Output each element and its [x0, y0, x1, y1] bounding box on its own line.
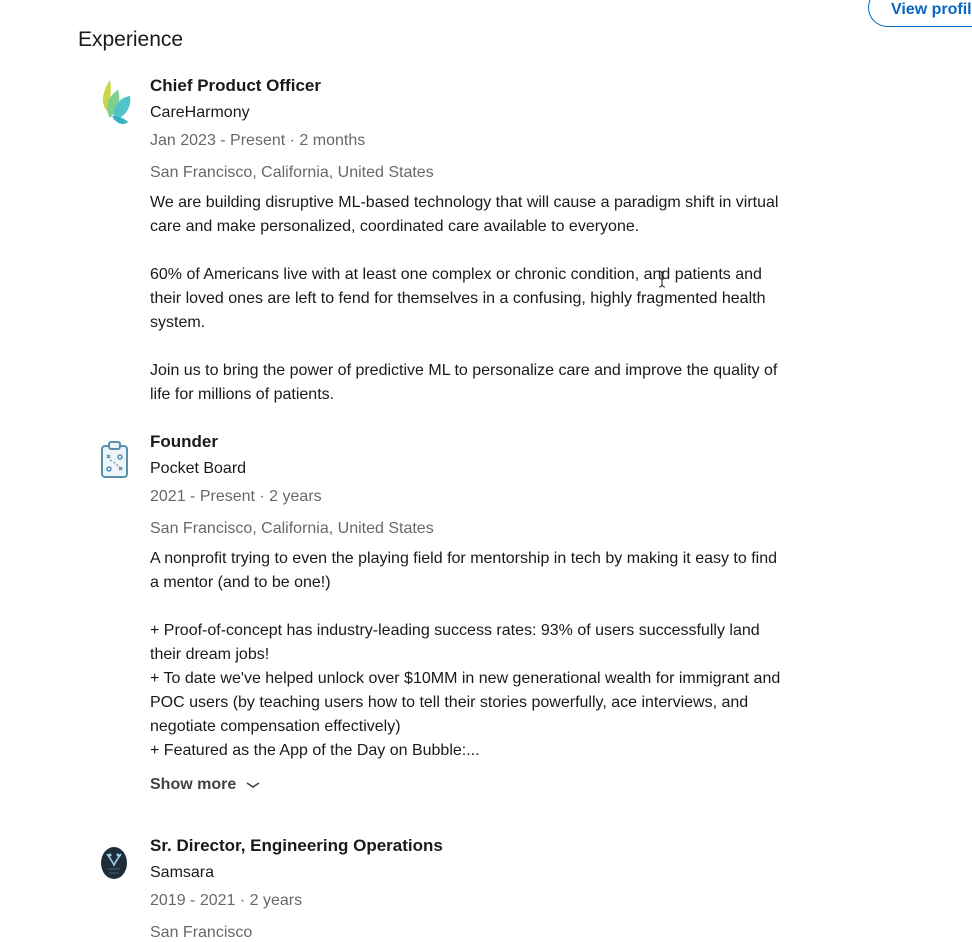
date-range: 2019 - 2021 · 2 years [150, 892, 303, 909]
section-title: Experience [78, 28, 184, 51]
description-line: their loved ones are left to fend for themselves in a confusing, highly fragmented health [150, 290, 766, 307]
role-title[interactable]: Founder [150, 432, 218, 451]
description-paragraph [150, 263, 800, 335]
description-line: A nonprofit trying to even the playing field for mentorship in tech by making it easy to find [150, 550, 778, 567]
role-title[interactable]: Chief Product Officer [150, 76, 321, 95]
description-line: system. [150, 314, 206, 331]
text-cursor-icon [658, 270, 666, 288]
location: San Francisco, California, United States [150, 520, 434, 537]
show-more-button[interactable] [150, 776, 260, 794]
pocketboard-logo-icon[interactable] [98, 440, 131, 488]
description-line: POC users (by teaching users how to tell their stories powerfully, ace interviews, and [150, 694, 749, 711]
description-line: Join us to bring the power of predictive ML to personalize care and improve the quality of [150, 362, 778, 379]
description-paragraph [150, 359, 800, 407]
description-line: 60% of Americans live with at least one complex or chronic condition, and patients and [150, 266, 762, 283]
description-paragraph [150, 547, 800, 595]
company-name: CareHarmony [150, 104, 250, 121]
description-line: + To date we've helped unlock over $10MM in new generational wealth for immigrant and [150, 670, 781, 687]
samsara-logo-icon[interactable] [98, 845, 131, 893]
role-title[interactable]: Sr. Director, Engineering Operations [150, 836, 443, 855]
description-line: + Proof-of-concept has industry-leading success rates: 93% of users successfully land [150, 622, 760, 639]
description-line: + Featured as the App of the Day on Bubble:... [150, 742, 480, 759]
description-line: a mentor (and to be one!) [150, 574, 331, 591]
description [150, 191, 800, 407]
view-profile-button[interactable]: View profil [868, 0, 972, 27]
description-paragraph [150, 619, 800, 763]
show-more-label: Show more [150, 776, 237, 793]
company-name: Pocket Board [150, 460, 247, 477]
careharmony-logo-icon[interactable] [98, 78, 131, 126]
description-line: care and make personalized, coordinated care available to everyone. [150, 218, 640, 235]
description-paragraph [150, 191, 800, 239]
location: San Francisco [150, 924, 253, 941]
description-line: negotiate compensation effectively) [150, 718, 401, 735]
chevron-down-icon [246, 776, 260, 794]
date-range: Jan 2023 - Present · 2 months [150, 132, 366, 149]
company-name: Samsara [150, 864, 215, 881]
description-line: We are building disruptive ML-based technology that will cause a paradigm shift in virtual [150, 194, 779, 211]
description-line: life for millions of patients. [150, 386, 335, 403]
date-range: 2021 - Present · 2 years [150, 488, 322, 505]
description [150, 547, 800, 763]
description-line: their dream jobs! [150, 646, 270, 663]
location: San Francisco, California, United States [150, 164, 434, 181]
